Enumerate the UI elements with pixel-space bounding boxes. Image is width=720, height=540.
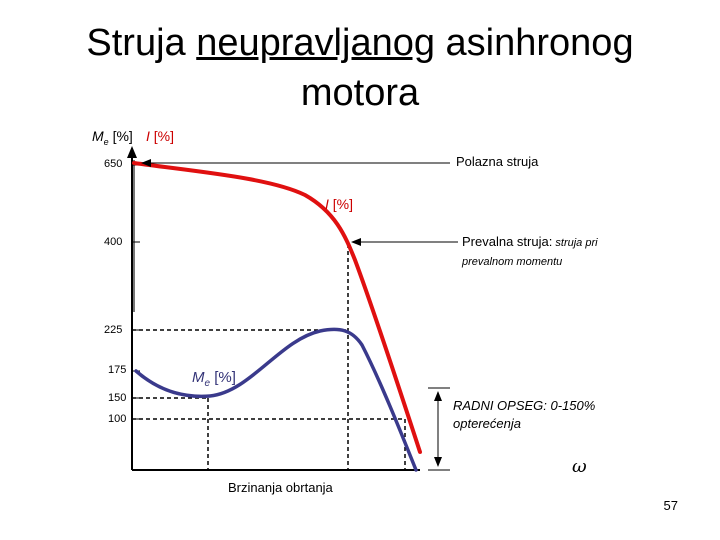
y-axis-label-me: [92, 128, 133, 147]
current-curve-symbol: I: [325, 196, 329, 212]
torque-curve-unit: [%]: [210, 369, 236, 386]
tick-label-100: 100: [108, 413, 127, 425]
torque-curve-label: [192, 369, 236, 389]
page-number: 57: [663, 498, 678, 513]
current-curve-unit: [%]: [328, 196, 354, 212]
y-axis-label-i: [146, 128, 174, 144]
y-axis-arrowhead: [127, 146, 137, 158]
title-part-1: Struja: [86, 22, 197, 64]
y-label-me-unit: [%]: [108, 128, 133, 144]
prevalna-struja-title: Prevalna struja:: [462, 234, 553, 249]
current-curve-label: [325, 196, 353, 212]
y-label-me-symbol: M: [92, 128, 104, 144]
torque-curve-symbol: M: [192, 369, 205, 386]
torque-curve-subscript: e: [204, 378, 211, 389]
y-label-me-subscript: e: [103, 136, 109, 147]
tick-label-400: 400: [104, 236, 123, 248]
slide-title-line2: motora: [300, 72, 420, 114]
title-underlined-word: neupravljanog: [196, 22, 435, 64]
radni-opseg-label: RADNI OPSEG: 0-150%: [453, 398, 596, 413]
tick-label-225: 225: [104, 324, 123, 336]
current-curve: [134, 163, 420, 452]
radni-opseg-label-line2: opterećenja: [453, 416, 521, 431]
y-label-i-symbol: I: [146, 128, 150, 144]
x-axis-label: Brzinanja obrtanja: [228, 480, 333, 495]
title-part-3: asinhronog: [434, 22, 634, 64]
torque-curve: [136, 329, 416, 470]
tick-label-175: 175: [108, 364, 127, 376]
prevalna-struja-label: [462, 234, 598, 249]
tick-label-650: 650: [104, 158, 123, 170]
tick-label-150: 150: [108, 392, 127, 404]
omega-symbol: ω: [572, 456, 587, 477]
polazna-struja-label: Polazna struja: [456, 154, 539, 169]
y-label-i-unit: [%]: [149, 128, 175, 144]
prevalna-struja-label-line2: prevalnom momentu: [462, 256, 563, 268]
prevalna-struja-desc: struja pri: [552, 237, 598, 249]
